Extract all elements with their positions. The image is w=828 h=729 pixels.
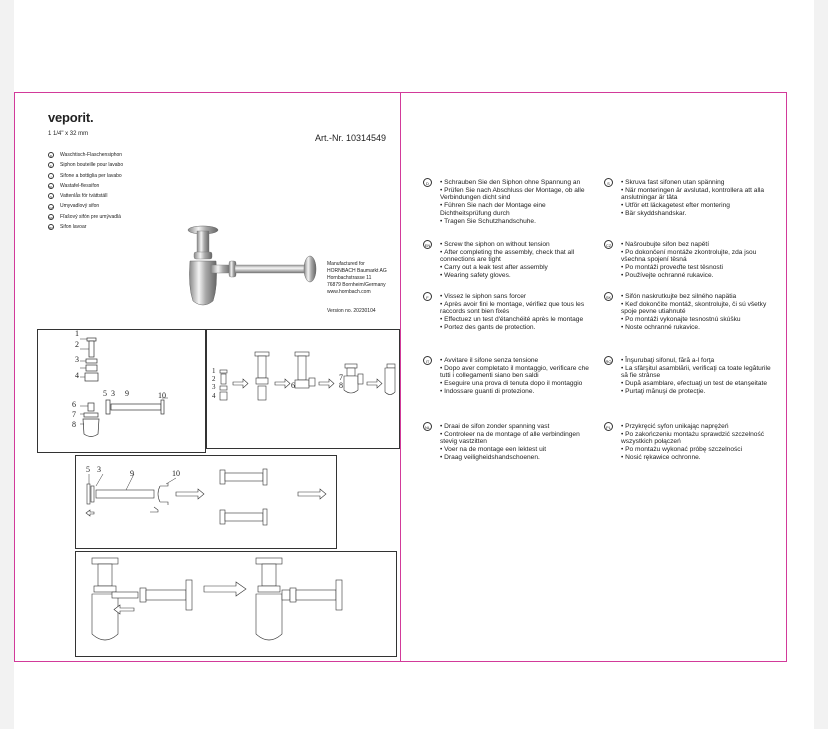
diagram-label: 3 bbox=[75, 355, 79, 364]
language-label: Wastafel-flessifon bbox=[60, 182, 100, 189]
language-item bbox=[48, 150, 123, 160]
instruction-item: • After completing the assembly, check that all connections are tight bbox=[440, 249, 590, 264]
instruction-item: • Skruva fast sifonen utan spänning bbox=[621, 179, 771, 187]
language-label: Siphon bouteille pour lavabo bbox=[60, 162, 124, 169]
dimension-label: 1 1/4" x 32 mm bbox=[48, 131, 89, 137]
manufacturer-line: Hornbachstrasse 11 bbox=[327, 275, 372, 282]
article-number: Art.-Nr. 10314549 bbox=[314, 133, 386, 143]
diagram-label: 8 bbox=[72, 420, 76, 429]
language-code-icon: I bbox=[48, 173, 54, 179]
instruction-block-en bbox=[423, 241, 590, 280]
assembly-steps-diagram bbox=[206, 329, 400, 449]
instruction-block-d bbox=[423, 179, 590, 225]
diagram-label: 1 bbox=[75, 330, 79, 338]
manufacturer-line: HORNBACH Baumarkt AG bbox=[327, 268, 387, 275]
instruction-block-cz bbox=[604, 241, 771, 280]
instruction-item: • Po montáži proveďte test těsnosti bbox=[621, 264, 771, 272]
language-code-icon: RO bbox=[604, 356, 613, 365]
language-code-icon: PL bbox=[604, 422, 613, 431]
final-assembly-diagram bbox=[75, 551, 397, 657]
instruction-item: • Vissez le siphon sans forcer bbox=[440, 293, 590, 301]
manufacturer-line: Manufactured for bbox=[327, 261, 365, 267]
language-code-icon: D bbox=[423, 178, 432, 187]
instruction-block-nl bbox=[423, 423, 590, 462]
diagram-label: 2 bbox=[212, 375, 216, 383]
instruction-item: • Po montażu wykonać próbę szczelności bbox=[621, 446, 771, 454]
diagram-label: 3 bbox=[212, 383, 216, 391]
diagram-label: 9 bbox=[125, 389, 129, 398]
instruction-item: • Draag veiligheidshandschoenen. bbox=[440, 454, 590, 462]
diagram-label: 4 bbox=[212, 392, 216, 400]
language-code-icon: CZ bbox=[49, 205, 53, 210]
left-page bbox=[14, 92, 401, 662]
instruction-item: • När monteringen är avslutad, kontrollera att alla anslutningar är täta bbox=[621, 187, 771, 202]
instruction-item: • Schrauben Sie den Siphon ohne Spannung an bbox=[440, 179, 590, 187]
instruction-block-f bbox=[423, 293, 590, 332]
diagram-label: 10 bbox=[172, 469, 180, 478]
brand-logo: veporit. bbox=[48, 110, 94, 125]
diagram-label: 7 bbox=[339, 373, 343, 382]
instruction-item: • Po montáži vykonajte tesnostnú skúšku bbox=[621, 316, 771, 324]
diagram-label: 5 bbox=[103, 389, 107, 398]
language-label: Vattenlås för tvättställ bbox=[60, 193, 108, 200]
diagram-label: 5 bbox=[86, 465, 90, 474]
language-label: Sifon lavoar bbox=[60, 224, 87, 231]
diagram-label: 8 bbox=[339, 381, 343, 390]
instruction-item: • Führen Sie nach der Montage eine Dichtheitsprüfung durch bbox=[440, 202, 590, 217]
instruction-item: • La sfârşitul asamblării, verificaţi ca toate legăturile să fie strânse bbox=[621, 365, 771, 380]
instruction-block-sk bbox=[604, 293, 771, 332]
instruction-item: • Przykręcić syfon unikając naprężeń bbox=[621, 423, 771, 431]
pipe-assembly-diagram bbox=[75, 455, 337, 549]
language-item bbox=[48, 181, 123, 191]
diagram-label: 3 bbox=[97, 465, 101, 474]
diagram-label: 2 bbox=[75, 340, 79, 349]
language-code-icon: SK bbox=[49, 215, 54, 220]
language-code-icon: S bbox=[604, 178, 613, 187]
language-code-icon: NL bbox=[423, 422, 432, 431]
instruction-item: • Avvitare il sifone senza tensione bbox=[440, 357, 590, 365]
language-list bbox=[48, 150, 123, 232]
instruction-item: • Dopo aver completato il montaggio, verificare che tutti i collegamenti siano ben saldi bbox=[440, 365, 590, 380]
language-item bbox=[48, 191, 123, 201]
instruction-item: • Bär skyddshandskar. bbox=[621, 210, 771, 218]
language-code-icon: SK bbox=[604, 292, 613, 301]
language-label: Umyvadlový sifon bbox=[60, 203, 100, 210]
instruction-block-it bbox=[423, 357, 590, 396]
language-code-icon: S bbox=[49, 195, 52, 200]
language-item bbox=[48, 171, 123, 181]
instruction-item: • Prüfen Sie nach Abschluss der Montage, ob alle Verbindungen dicht sind bbox=[440, 187, 590, 202]
diagram-label: 6 bbox=[291, 381, 295, 390]
instruction-item: • Purtaţi mănuşi de protecţie. bbox=[621, 388, 771, 396]
language-code-icon: D bbox=[49, 154, 53, 159]
manufacturer-line: 76879 Bornheim/Germany bbox=[327, 282, 386, 289]
language-code-icon: RO bbox=[49, 226, 54, 231]
instruction-item: • Wearing safety gloves. bbox=[440, 272, 590, 280]
diagram-label: 6 bbox=[72, 400, 76, 409]
manufacturer-line: www.hornbach.com bbox=[327, 289, 371, 296]
manufacturer-info bbox=[327, 261, 387, 296]
diagram-label: 1 bbox=[212, 367, 216, 375]
instruction-item: • Po dokončení montáže zkontrolujte, zda jsou všechna spojení těsná bbox=[621, 249, 771, 264]
instruction-block-ro bbox=[604, 357, 771, 396]
language-item bbox=[48, 212, 123, 222]
instruction-item: • După asamblare, efectuaţi un test de etanşeitate bbox=[621, 380, 771, 388]
instruction-item: • Keď dokončíte montáž, skontrolujte, či sú všetky spoje pevne utiahnuté bbox=[621, 301, 771, 316]
instruction-block-s bbox=[604, 179, 771, 218]
instruction-item: • Controleer na de montage of alle verbindingen stevig vastzitten bbox=[440, 431, 590, 446]
instruction-item: • Po zakończeniu montażu sprawdzić szczelność wszystkich połączeń bbox=[621, 431, 771, 446]
language-item bbox=[48, 160, 123, 170]
language-code-icon: EN bbox=[423, 240, 432, 249]
instruction-item: • Našroubujte sifon bez napětí bbox=[621, 241, 771, 249]
instruction-item: • Effectuez un test d'étanchéité après le montage bbox=[440, 316, 590, 324]
instruction-item: • Draai de sifon zonder spanning vast bbox=[440, 423, 590, 431]
instruction-item: • Carry out a leak test after assembly bbox=[440, 264, 590, 272]
instruction-item: • Nosić rękawice ochronne. bbox=[621, 454, 771, 462]
version-number: Version no. 20230104 bbox=[327, 308, 376, 314]
diagram-label: 7 bbox=[72, 410, 76, 419]
siphon-photo bbox=[163, 225, 333, 311]
instruction-item: • Înşurubaţi sifonul, fără a-l forţa bbox=[621, 357, 771, 365]
diagram-label: 10 bbox=[158, 391, 166, 400]
language-code-icon: F bbox=[423, 292, 432, 301]
diagram-label: 4 bbox=[75, 371, 79, 380]
instruction-item: • Eseguire una prova di tenuta dopo il montaggio bbox=[440, 380, 590, 388]
language-item bbox=[48, 201, 123, 211]
diagram-label: 3 bbox=[111, 389, 115, 398]
language-code-icon: IT bbox=[423, 356, 432, 365]
exploded-diagram bbox=[37, 329, 206, 453]
instruction-item: • Sifón naskrutkujte bez silného napätia bbox=[621, 293, 771, 301]
language-code-icon: NL bbox=[49, 185, 53, 190]
language-label: Waschtisch-Flaschensiphon bbox=[60, 152, 123, 158]
language-label: Fľašový sifón pre umývadlá bbox=[60, 213, 121, 220]
instruction-item: • Voer na de montage een lektest uit bbox=[440, 446, 590, 454]
instruction-item: • Noste ochranné rukavice. bbox=[621, 324, 771, 332]
language-label: Sifone a bottiglia per lavabo bbox=[60, 172, 122, 179]
language-code-icon: CZ bbox=[604, 240, 613, 249]
instruction-item: • Après avoir fini le montage, vérifiez que tous les raccords sont bien fixés bbox=[440, 301, 590, 316]
language-item bbox=[48, 222, 123, 232]
instruction-item: • Indossare guanti di protezione. bbox=[440, 388, 590, 396]
instruction-block-pl bbox=[604, 423, 771, 462]
instruction-item: • Používejte ochranné rukavice. bbox=[621, 272, 771, 280]
instruction-item: • Tragen Sie Schutzhandschuhe. bbox=[440, 218, 590, 226]
instruction-item: • Screw the siphon on without tension bbox=[440, 241, 590, 249]
instruction-item: • Utför ett läckagetest efter montering bbox=[621, 202, 771, 210]
instruction-item: • Portez des gants de protection. bbox=[440, 324, 590, 332]
language-code-icon: F bbox=[48, 162, 54, 168]
diagram-label: 9 bbox=[130, 469, 134, 478]
right-page bbox=[400, 92, 787, 662]
